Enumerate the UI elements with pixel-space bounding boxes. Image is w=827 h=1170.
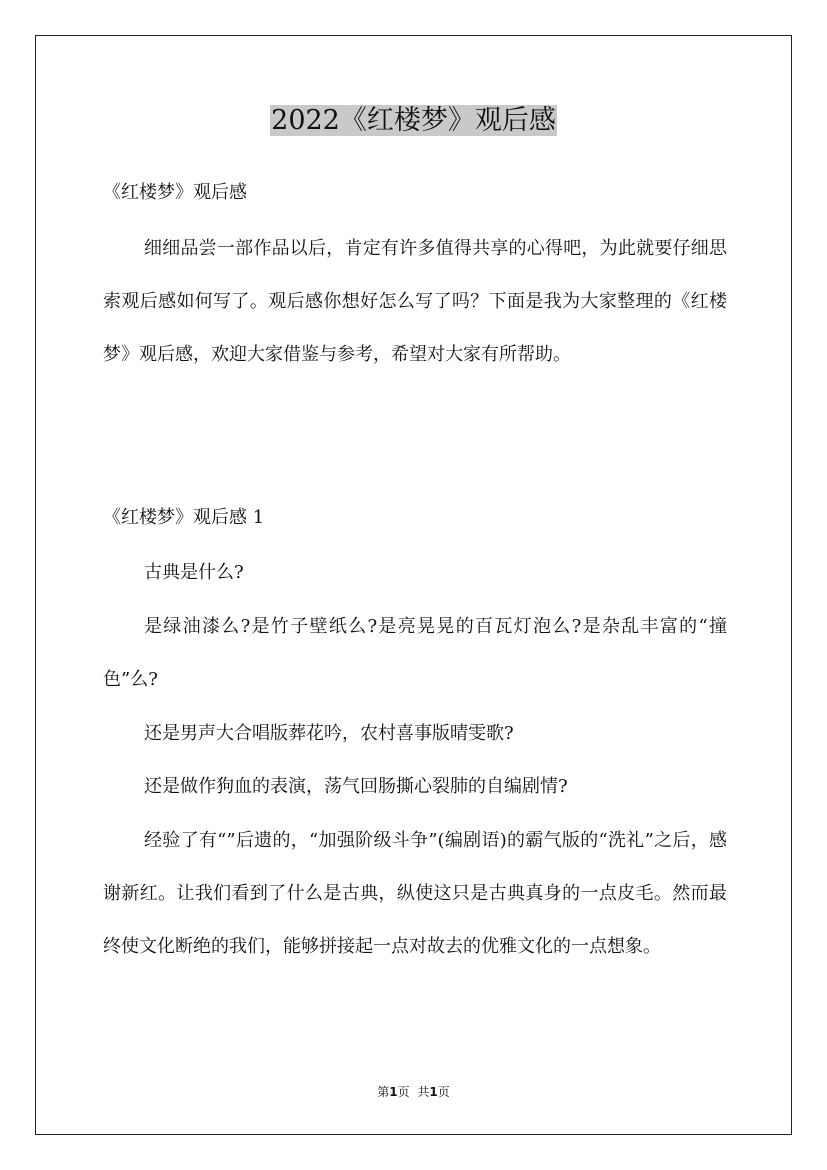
section-heading: 《红楼梦》观后感 1 [103, 507, 265, 528]
footer-page-prefix: 第 [377, 1085, 390, 1099]
footer-total-suffix: 页 [437, 1085, 450, 1099]
footer-page-suffix: 页 [397, 1085, 410, 1099]
document-title [0, 99, 827, 143]
document-subheading: 《红楼梦》观后感 [103, 182, 247, 203]
footer-total-number: 1 [429, 1085, 438, 1099]
intro-paragraph: 细细品尝一部作品以后，肯定有许多值得共享的心得吧，为此就要仔细思索观后感如何写了。观后感你想好怎么写了吗？下面是我为大家整理的《红楼梦》观后感，欢迎大家借鉴与参考，希望对大家有所帮助。 [103, 238, 727, 365]
body-paragraph-3: 还是男声大合唱版葬花吟，农村喜事版晴雯歌? [144, 723, 514, 744]
body-paragraph-4: 还是做作狗血的表演，荡气回肠撕心裂肺的自编剧情? [144, 776, 568, 797]
body-paragraph-5: 经验了有“”后遗的，“加强阶级斗争”(编剧语)的霸气版的“洗礼”之后，感谢新红。让我们看到了什么是古典，纵使这只是古典真身的一点皮毛。然而最终使文化断绝的我们，能够拼接起一点对故去的优雅文化的一点想象。 [103, 830, 727, 957]
body-paragraph-1: 古典是什么? [144, 562, 244, 583]
page-footer [0, 1082, 827, 1102]
body-paragraph-2: 是绿油漆么?是竹子壁纸么?是亮晃晃的百瓦灯泡么?是杂乱丰富的“撞色”么? [103, 616, 727, 690]
document-title-text: 2022《红楼梦》观后感 [271, 105, 556, 136]
footer-page-number: 1 [389, 1085, 398, 1099]
footer-total-prefix: 共 [417, 1085, 430, 1099]
